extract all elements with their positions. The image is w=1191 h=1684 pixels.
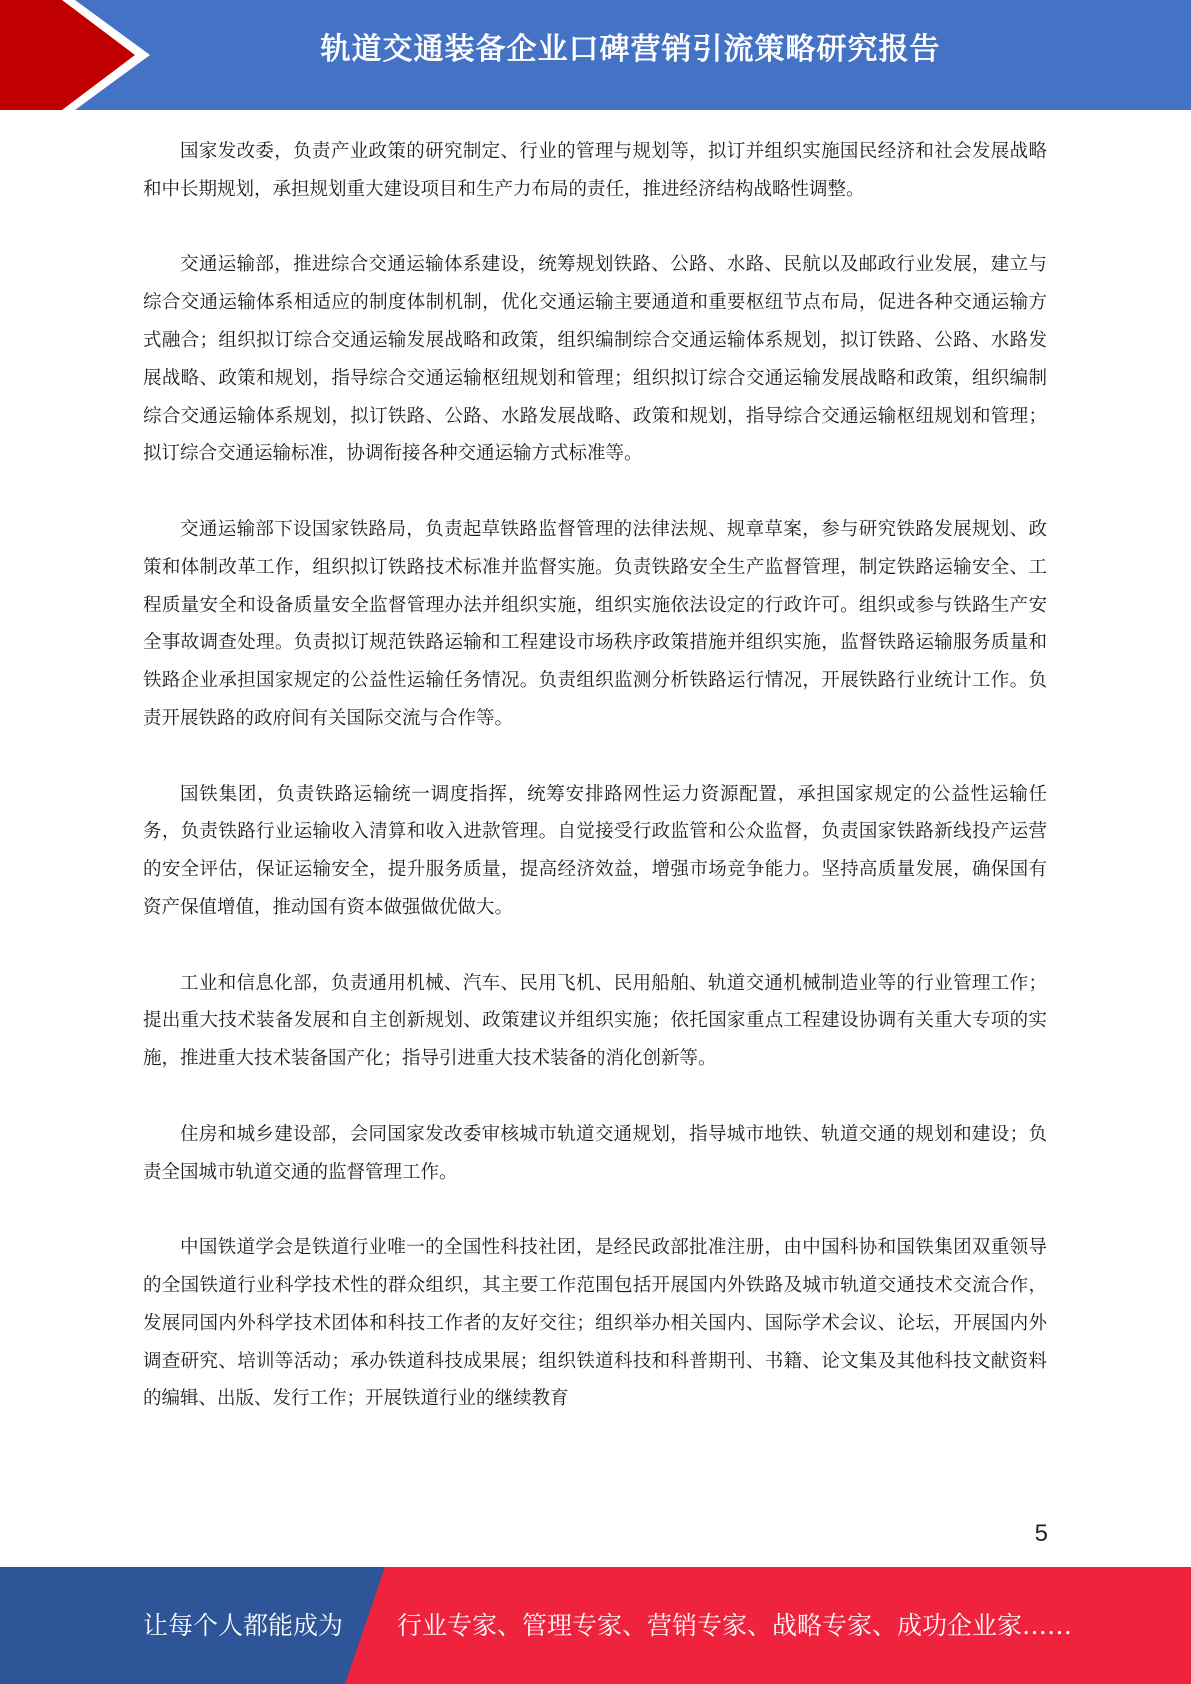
page-number: 5 [1034, 1520, 1048, 1547]
footer-slogan-left: 让每个人都能成为 [143, 1611, 344, 1640]
paragraph-national-railway-administration: 交通运输部下设国家铁路局，负责起草铁路监督管理的法律法规、规章草案，参与研究铁路发展规划、政策和体制改革工作，组织拟订铁路技术标准并监督实施。负责铁路安全生产监督管理，制定铁路运输安全、工程质量安全和设备质量安全监督管理办法并组织实施，组织实施依法设定的行政许可。组织或参与铁路生产安全事故调查处理。负责拟订规范铁路运输和工程建设市场秩序政策措施并组织实施，监督铁路运输服务质量和铁路企业承担国家规定的公益性运输任务情况。负责组织监测分析铁路运行情况，开展铁路行业统计工作。负责开展铁路的政府间有关国际交流与合作等。 [143, 518, 1047, 729]
report-title: 轨道交通装备企业口碑营销引流策略研究报告 [320, 32, 941, 67]
paragraph-china-railway-group: 国铁集团，负责铁路运输统一调度指挥，统筹安排路网性运力资源配置，承担国家规定的公益性运输任务，负责铁路行业运输收入清算和收入进款管理。自觉接受行政监管和公众监督，负责国家铁路新线投产运营的安全评估，保证运输安全，提升服务质量，提高经济效益，增强市场竞争能力。坚持高质量发展，确保国有资产保值增值，推动国有资本做强做优做大。 [143, 783, 1047, 918]
body-content [143, 133, 1047, 1456]
paragraph-mohurd: 住房和城乡建设部，会同国家发改委审核城市轨道交通规划，指导城市地铁、轨道交通的规划和建设；负责全国城市轨道交通的监督管理工作。 [143, 1123, 1047, 1183]
paragraph-ndrc: 国家发改委，负责产业政策的研究制定、行业的管理与规划等，拟订并组织实施国民经济和社会发展战略和中长期规划，承担规划重大建设项目和生产力布局的责任，推进经济结构战略性调整。 [143, 141, 1047, 200]
footer-slogan-right: 行业专家、管理专家、营销专家、战略专家、成功企业家…… [397, 1611, 1073, 1640]
paragraph-china-railway-society: 中国铁道学会是铁道行业唯一的全国性科技社团，是经民政部批准注册，由中国科协和国铁集团双重领导的全国铁道行业科学技术性的群众组织，其主要工作范围包括开展国内外铁路及城市轨道交通技术交流合作，发展同国内外科学技术团体和科技工作者的友好交往；组织举办相关国内、国际学术会议、论坛，开展国内外调查研究、培训等活动；承办铁道科技成果展；组织铁道科技和科普期刊、书籍、论文集及其他科技文献资料的编辑、出版、发行工作；开展铁道行业的继续教育 [143, 1237, 1047, 1410]
paragraph-ministry-of-transport: 交通运输部，推进综合交通运输体系建设，统筹规划铁路、公路、水路、民航以及邮政行业发展，建立与综合交通运输体系相适应的制度体制机制，优化交通运输主要通道和重要枢纽节点布局，促进各种交通运输方式融合；组织拟订综合交通运输发展战略和政策，组织编制综合交通运输体系规划，拟订铁路、公路、水路发展战略、政策和规划，指导综合交通运输枢纽规划和管理；组织拟订综合交通运输发展战略和政策，组织编制综合交通运输体系规划，拟订铁路、公路、水路发展战略、政策和规划，指导综合交通运输枢纽规划和管理；拟订综合交通运输标准，协调衔接各种交通运输方式标准等。 [143, 254, 1047, 465]
header-arrow-decoration [0, 0, 160, 110]
paragraph-miit: 工业和信息化部，负责通用机械、汽车、民用飞机、民用船舶、轨道交通机械制造业等的行业管理工作；提出重大技术装备发展和自主创新规划、政策建议并组织实施；依托国家重点工程建设协调有关重大专项的实施，推进重大技术装备国产化；指导引进重大技术装备的消化创新等。 [143, 972, 1047, 1070]
page-footer [0, 1567, 1191, 1684]
page-header [0, 0, 1191, 110]
